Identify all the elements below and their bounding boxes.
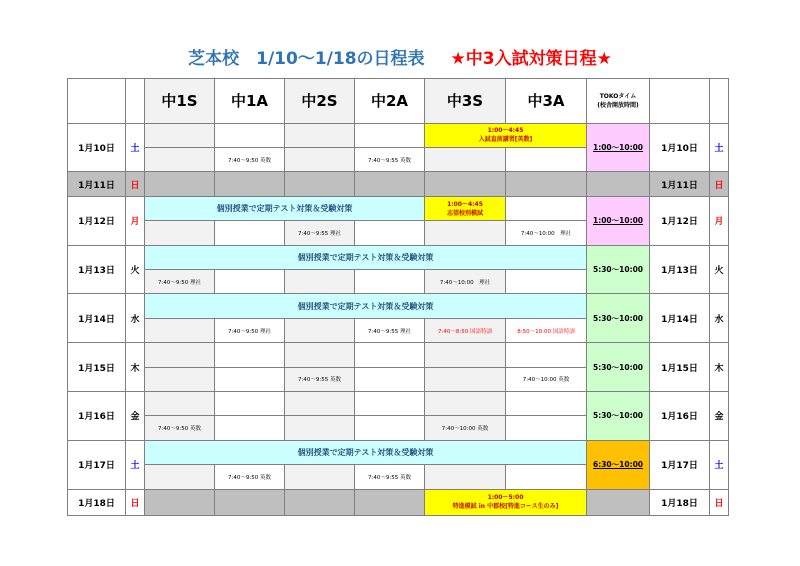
toko-time: 1:00〜10:00 [587,196,650,245]
title-highlight: ★中3入試対策日程★ [450,49,612,69]
date-cell: 1月16日 [650,392,710,441]
weekday-cell: 水 [126,294,145,343]
class-entry: 7:40〜9:55 英数 [285,367,355,391]
date-cell: 1月14日 [650,294,710,343]
toko-time: 6:30〜10:00 [587,440,650,489]
header-grade: 中1S [145,79,215,124]
header-row [68,79,729,124]
class-entry: 7:40〜9:55 理社 [355,318,425,342]
special-event: 1:00〜4:45 入試直前講習[英数] [425,123,587,147]
date-cell: 1月14日 [68,294,126,343]
banner-individual-lessons: 個別授業で定期テスト対策＆受験対策 [145,245,587,269]
weekday-cell: 日 [710,172,729,196]
day-row [68,440,729,464]
day-row [68,196,729,220]
date-cell: 1月17日 [650,440,710,489]
date-cell: 1月15日 [650,343,710,392]
day-row [68,392,729,416]
weekday-cell: 月 [126,196,145,245]
weekday-cell: 日 [710,489,729,515]
class-entry: 7:40〜8:50 国語特訓 [425,318,506,342]
weekday-cell: 土 [126,440,145,489]
class-entry: 7:40〜10:00 理社 [425,270,506,294]
weekday-cell: 日 [126,172,145,196]
day-row [68,294,729,318]
class-entry: 7:40〜10:00 理社 [506,221,587,245]
toko-time: 5:30〜10:00 [587,294,650,343]
day-row [68,489,729,515]
class-entry: 7:40〜9:55 理社 [285,221,355,245]
date-cell: 1月10日 [68,123,126,172]
weekday-cell: 月 [710,196,729,245]
header-grade: 中2S [285,79,355,124]
class-entry: 7:40〜10:00 英数 [425,416,506,440]
header-grade: 中1A [215,79,285,124]
header-grade: 中3S [425,79,506,124]
toko-time: 5:30〜10:00 [587,245,650,294]
day-row [68,245,729,269]
weekday-cell: 土 [710,123,729,172]
header-grade: 中3A [506,79,587,124]
weekday-cell: 水 [710,294,729,343]
special-event: 1:00〜5:00 特進模試 in 中郡校[特進コース生のみ] [425,489,587,515]
weekday-cell: 土 [710,440,729,489]
schedule-table [67,78,729,516]
date-cell: 1月16日 [68,392,126,441]
header-toko: TOKOタイム (校舎開放時間) [587,79,650,124]
special-event: 1:00〜4:45 志望校別模試 [425,196,506,220]
class-entry: 7:40〜9:50 理社 [215,318,285,342]
class-entry: 7:40〜9:50 理社 [145,270,215,294]
banner-individual-lessons: 個別授業で定期テスト対策＆受験対策 [145,440,587,464]
banner-individual-lessons: 個別授業で定期テスト対策＆受験対策 [145,196,425,220]
day-row [68,123,729,147]
corner-cell [126,79,145,124]
date-cell: 1月13日 [68,245,126,294]
date-cell: 1月17日 [68,440,126,489]
corner-cell [650,79,710,124]
toko-time: 1:00〜10:00 [587,123,650,172]
date-cell: 1月13日 [650,245,710,294]
class-entry: 7:40〜9:50 英数 [215,148,285,172]
date-cell: 1月10日 [650,123,710,172]
date-cell: 1月12日 [650,196,710,245]
date-cell: 1月11日 [68,172,126,196]
class-entry: 7:40〜9:50 英数 [145,416,215,440]
date-cell: 1月11日 [650,172,710,196]
toko-time: 5:30〜10:00 [587,392,650,441]
corner-cell [710,79,729,124]
date-cell: 1月12日 [68,196,126,245]
class-entry: 8:50〜10:00 国語特訓 [506,318,587,342]
day-row [68,343,729,367]
date-cell: 1月18日 [650,489,710,515]
class-entry: 7:40〜10:00 英数 [506,367,587,391]
weekday-cell: 火 [710,245,729,294]
weekday-cell: 日 [126,489,145,515]
header-grade: 中2A [355,79,425,124]
weekday-cell: 金 [126,392,145,441]
title-main: 芝本校 1/10〜1/18の日程表 [188,49,425,69]
date-cell: 1月18日 [68,489,126,515]
class-entry: 7:40〜9:50 英数 [215,465,285,489]
class-entry: 7:40〜9:55 英数 [355,465,425,489]
class-entry: 7:40〜9:55 英数 [355,148,425,172]
weekday-cell: 金 [710,392,729,441]
page-title [0,44,800,69]
weekday-cell: 木 [126,343,145,392]
weekday-cell: 火 [126,245,145,294]
date-cell: 1月15日 [68,343,126,392]
weekday-cell: 木 [710,343,729,392]
toko-time: 5:30〜10:00 [587,343,650,392]
day-row [68,172,729,196]
corner-cell [68,79,126,124]
weekday-cell: 土 [126,123,145,172]
banner-individual-lessons: 個別授業で定期テスト対策＆受験対策 [145,294,587,318]
